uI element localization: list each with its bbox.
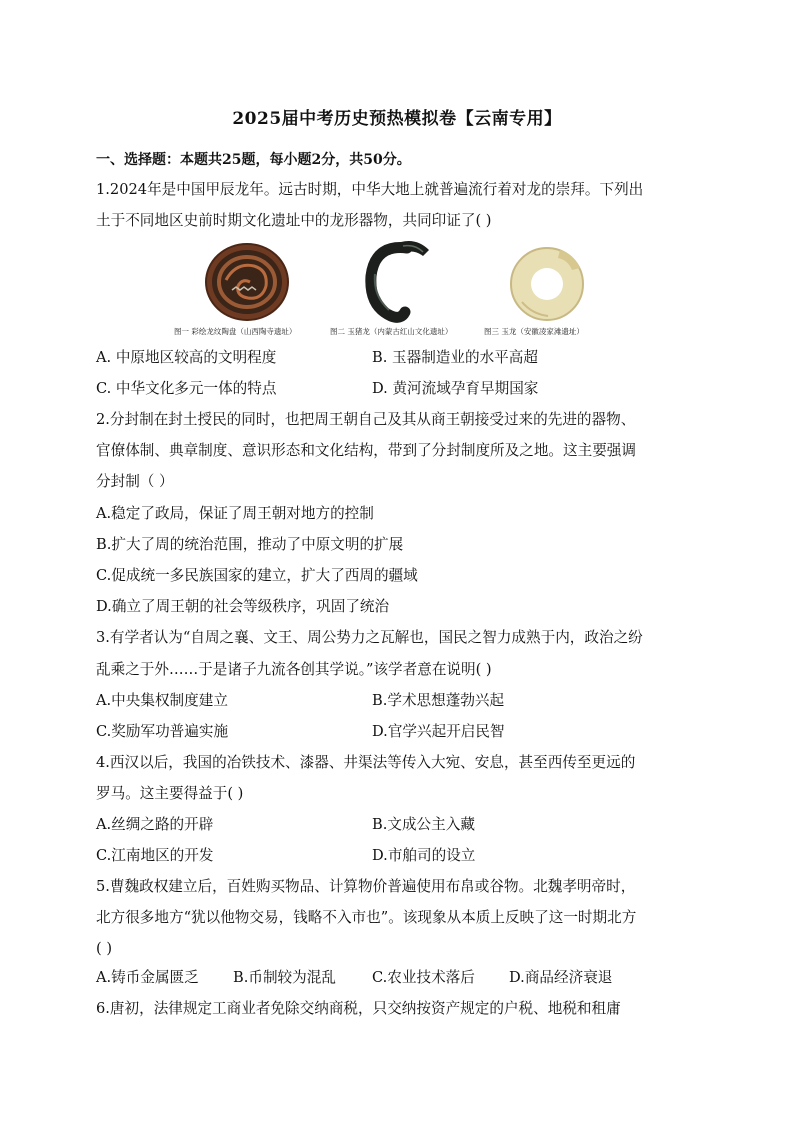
- figure-1-caption: 图一 彩绘龙纹陶盘（山西陶寺遗址）: [174, 327, 297, 336]
- figure-2-caption: 图二 玉猪龙（内蒙古红山文化遗址）: [330, 327, 453, 336]
- jade-pig-dragon-icon: [357, 236, 437, 322]
- figure-3-caption: 图三 玉龙（安徽凌家滩遗址）: [484, 327, 584, 336]
- question-5-option-d[interactable]: D.商品经济衰退: [509, 969, 613, 986]
- figure-row: [172, 240, 612, 340]
- question-4-line-2: 罗马。这主要得益于( ): [96, 785, 244, 802]
- painted-dragon-plate-icon: [202, 240, 292, 326]
- question-4-option-a[interactable]: A.丝绸之路的开辟: [96, 816, 214, 833]
- question-4-option-b[interactable]: B.文成公主入藏: [372, 816, 475, 833]
- question-5-line-3: ( ): [96, 940, 113, 957]
- question-5-option-c[interactable]: C.农业技术落后: [372, 969, 475, 986]
- question-1-option-d[interactable]: D. 黄河流域孕育早期国家: [372, 380, 539, 397]
- question-5-line-2: 北方很多地方“犹以他物交易，钱略不入市也”。该现象从本质上反映了这一时期北方: [96, 909, 637, 926]
- question-5-line-1: 5.曹魏政权建立后，百姓购买物品、计算物价普遍使用布帛或谷物。北魏孝明帝时，: [96, 878, 636, 895]
- question-1-option-b[interactable]: B. 玉器制造业的水平高超: [372, 349, 538, 366]
- question-2-line-3: 分封制（ ）: [96, 473, 174, 490]
- question-2-line-1: 2.分封制在封土授民的同时，也把周王朝自己及其从商王朝接受过来的先进的器物、: [96, 411, 636, 428]
- question-2-option-c[interactable]: C.促成统一多民族国家的建立，扩大了西周的疆域: [96, 567, 418, 584]
- question-5-option-a[interactable]: A.铸币金属匮乏: [96, 969, 199, 986]
- question-3-option-a[interactable]: A.中央集权制度建立: [96, 692, 228, 709]
- question-2-option-b[interactable]: B.扩大了周的统治范围，推动了中原文明的扩展: [96, 536, 404, 553]
- question-3-line-2: 乱乘之于外……于是诸子九流各创其学说。”该学者意在说明( ): [96, 661, 492, 678]
- question-1-option-c[interactable]: C. 中华文化多元一体的特点: [96, 380, 277, 397]
- question-3-option-b[interactable]: B.学术思想蓬勃兴起: [372, 692, 505, 709]
- question-1-line-1: 1.2024年是中国甲辰龙年。远古时期，中华大地上就普遍流行着对龙的崇拜。下列出: [96, 181, 644, 198]
- question-5-option-b[interactable]: B.币制较为混乱: [233, 969, 336, 986]
- question-2-line-2: 官僚体制、典章制度、意识形态和文化结构，带到了分封制度所及之地。这主要强调: [96, 442, 636, 459]
- section-heading: 一、选择题：本题共25题，每小题2分，共50分。: [96, 152, 411, 168]
- question-3-option-c[interactable]: C.奖励军功普遍实施: [96, 723, 229, 740]
- jade-dragon-ring-icon: [502, 240, 592, 326]
- question-4-option-c[interactable]: C.江南地区的开发: [96, 847, 214, 864]
- question-1-line-2: 土于不同地区史前时期文化遗址中的龙形器物，共同印证了( ): [96, 212, 492, 229]
- question-2-option-d[interactable]: D.确立了周王朝的社会等级秩序，巩固了统治: [96, 598, 390, 615]
- question-2-option-a[interactable]: A.稳定了政局，保证了周王朝对地方的控制: [96, 505, 374, 522]
- question-6-line-1: 6.唐初，法律规定工商业者免除交纳商税，只交纳按资产规定的户税、地税和租庸: [96, 1000, 621, 1017]
- page-title: 2025届中考历史预热模拟卷【云南专用】: [232, 109, 562, 129]
- question-3-line-1: 3.有学者认为“自周之襄、文王、周公势力之瓦解也，国民之智力成熟于内，政治之纷: [96, 629, 643, 646]
- question-4-option-d[interactable]: D.市舶司的设立: [372, 847, 476, 864]
- question-1-option-a[interactable]: A. 中原地区较高的文明程度: [96, 349, 277, 366]
- question-3-option-d[interactable]: D.官学兴起开启民智: [372, 723, 505, 740]
- question-4-line-1: 4.西汉以后，我国的冶铁技术、漆器、井渠法等传入大宛、安息，甚至西传至更远的: [96, 754, 636, 771]
